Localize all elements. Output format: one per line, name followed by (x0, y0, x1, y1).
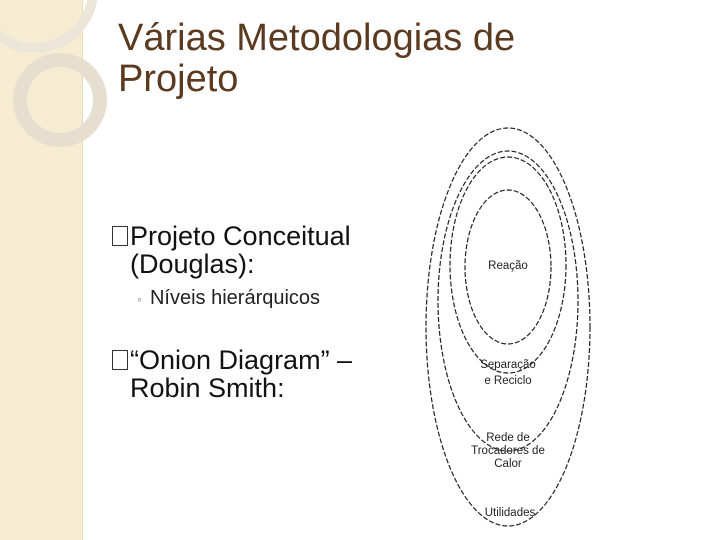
label-utilidades: Utilidades (484, 507, 536, 519)
sub-bullet-niveis (137, 287, 320, 310)
label-reacao: Reação (488, 260, 528, 272)
bullet-line-2: (Douglas): (130, 249, 255, 279)
label-separacao-line2: e Reciclo (484, 375, 532, 387)
label-rede-line2: Trocadores de (471, 445, 545, 457)
bullet-line-2: Robin Smith: (130, 373, 285, 403)
label-rede-line1: Rede de (486, 432, 530, 444)
onion-diagram (425, 125, 595, 530)
slide-title: Várias Metodologias de Projeto (118, 17, 516, 100)
label-separacao-line1: Separação (480, 359, 536, 371)
onion-layer-rede (438, 151, 578, 451)
bullet-line-1: Projeto Conceitual (130, 221, 351, 251)
bullet-projeto-conceitual (112, 222, 402, 278)
bullet-line-1: “Onion Diagram” – (130, 345, 353, 375)
bullet-box-icon (112, 226, 128, 246)
bullet-box-icon (112, 350, 128, 370)
decorative-ring-inner (20, 60, 100, 140)
sub-bullet-text: Níveis hierárquicos (149, 287, 321, 309)
bullet-onion-diagram (112, 346, 402, 402)
label-rede-line3: Calor (494, 458, 522, 470)
decorative-ring-outer (0, 0, 93, 48)
sub-bullet-marker: ◦ (137, 291, 142, 307)
